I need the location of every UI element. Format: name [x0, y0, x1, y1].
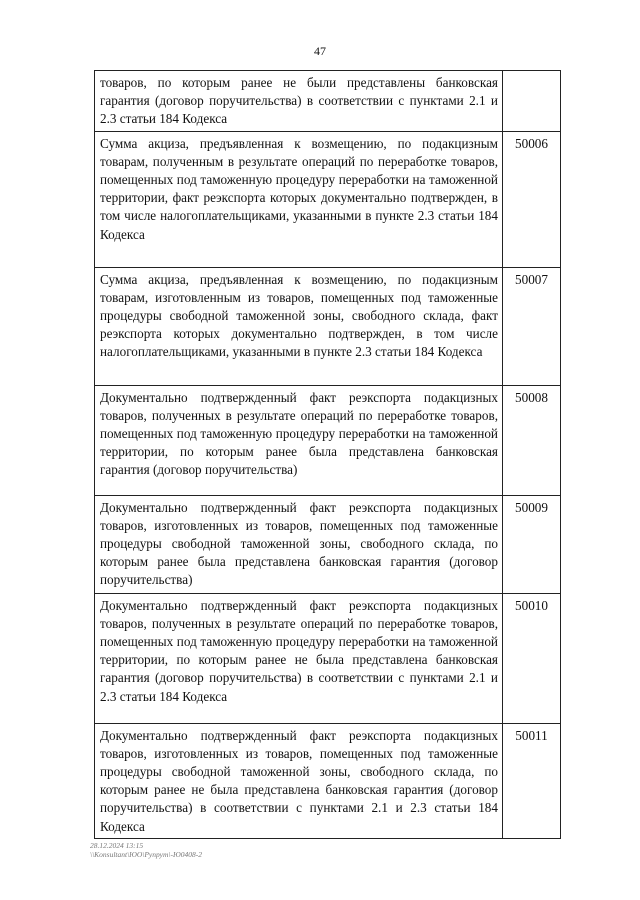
footer-timestamp: 28.12.2024 13:15 [90, 841, 144, 850]
row-description: товаров, по которым ранее не были представлены банковская гарантия (договор поручительства) в соответствии с пунктами 2.1 и 2.3 статьи 184 Кодекса [95, 71, 503, 132]
row-code: 50009 [503, 495, 561, 593]
row-description: Документально подтвержденный факт реэкспорта подакцизных товаров, изготовленных из товаров, помещенных под таможенные процедуры свободной таможенной зоны, свободного склада, по которым ранее была представлена банковская гарантия (договор поручительства) [95, 495, 503, 593]
row-description: Документально подтвержденный факт реэкспорта подакцизных товаров, изготовленных из товаров, помещенных под таможенные процедуры свободной таможенной зоны, свободного склада, по которым ранее не была представлена банковская гарантия (договор поручительства) в соответствии с пунктами 2.1 и 2.3 статьи 184 Кодекса [95, 723, 503, 838]
table-row [95, 131, 561, 267]
document-footer [90, 841, 202, 859]
row-description: Документально подтвержденный факт реэкспорта подакцизных товаров, полученных в результате операций по переработке товаров, помещенных под таможенную процедуру переработки на таможенной территории, по которым ранее была представлена банковская гарантия (договор поручительства) [95, 385, 503, 495]
page-number: 47 [314, 44, 326, 58]
table-row [95, 593, 561, 723]
table-row [95, 267, 561, 385]
table-row [95, 723, 561, 838]
row-description: Документально подтвержденный факт реэкспорта подакцизных товаров, полученных в результате операций по переработке товаров, помещенных под таможенную процедуру переработки на таможенной территории, по которым ранее не была представлена банковская гарантия (договор поручительства) в соответствии с пунктами 2.1 и 2.3 статьи 184 Кодекса [95, 593, 503, 723]
table-row [95, 385, 561, 495]
row-code: 50010 [503, 593, 561, 723]
table-row [95, 71, 561, 132]
footer-file-path: \\Konsultant\ЮО\Рупрут\-Ю0408-2 [90, 850, 202, 859]
row-description: Сумма акциза, предъявленная к возмещению, по подакцизным товарам, полученным в результате операций по переработке товаров, помещенных под таможенную процедуру переработки на таможенной территории, факт реэкспорта которых документально подтвержден, в том числе налогоплательщиками, указанными в пункте 2.3 статьи 184 Кодекса [95, 131, 503, 267]
row-code: 50008 [503, 385, 561, 495]
table-row [95, 495, 561, 593]
row-description: Сумма акциза, предъявленная к возмещению, по подакцизным товарам, изготовленным из товаров, помещенных под таможенные процедуры свободной таможенной зоны, свободного склада, факт реэкспорта которых документально подтвержден, в том числе налогоплательщиками, указанными в пункте 2.3 статьи 184 Кодекса [95, 267, 503, 385]
row-code: 50011 [503, 723, 561, 838]
codes-table [94, 70, 561, 839]
row-code [503, 71, 561, 132]
row-code: 50007 [503, 267, 561, 385]
row-code: 50006 [503, 131, 561, 267]
